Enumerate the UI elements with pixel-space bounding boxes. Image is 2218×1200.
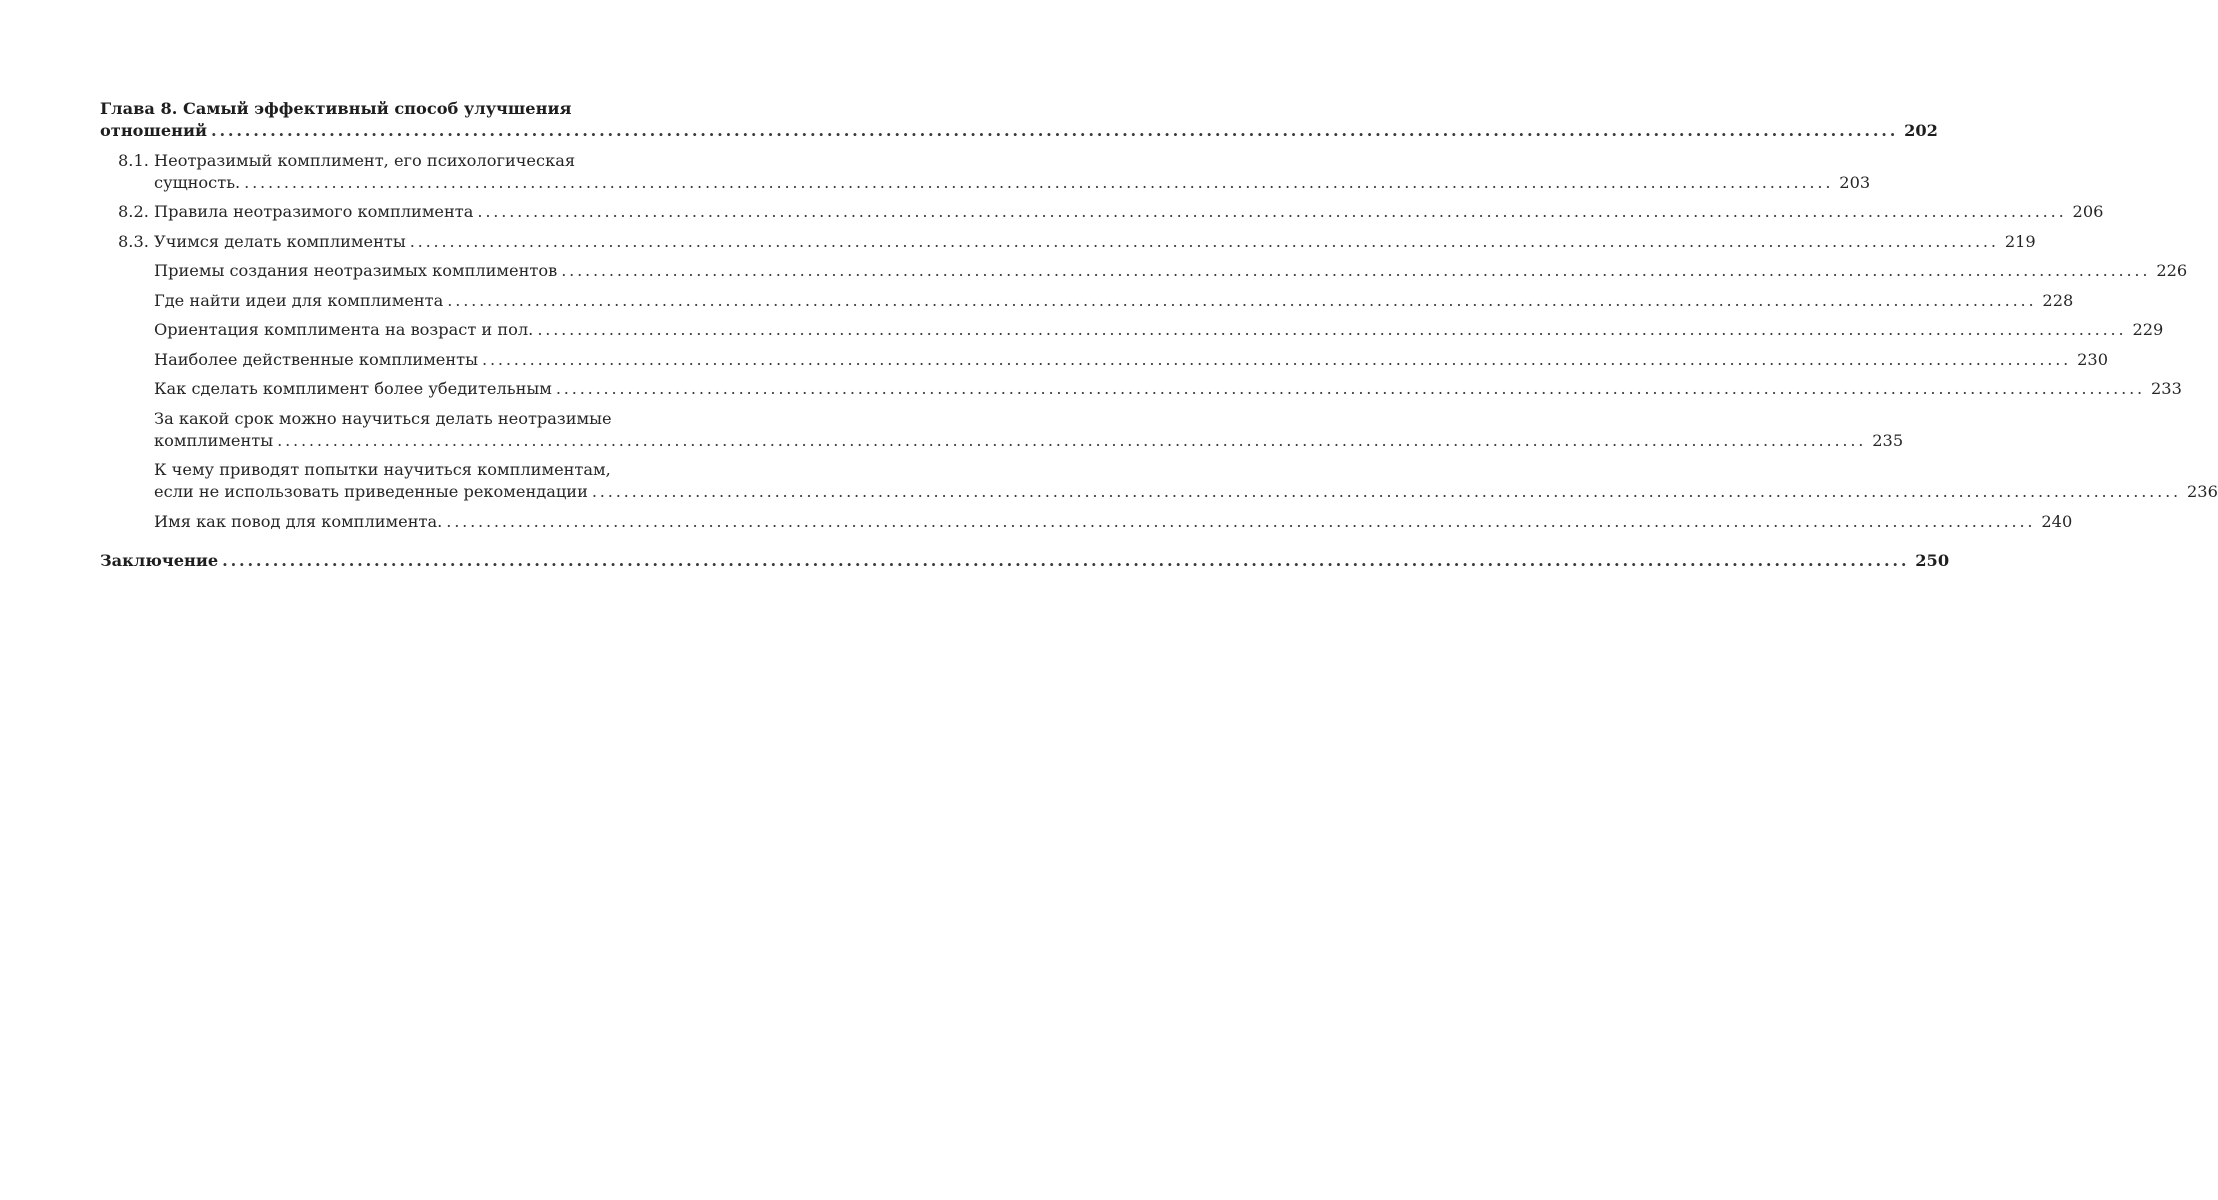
toc-entry-title: Наиболее действенные комплименты <box>154 349 478 369</box>
toc-page-number: 230 <box>2077 349 2109 369</box>
toc-entry-leader-line <box>100 550 1950 572</box>
dot-leader: ........................................................................................................................................................................................................ <box>591 482 2181 501</box>
toc-section-number: 8.3. <box>118 231 149 251</box>
dot-leader: ........................................................................................................................................................................................................ <box>244 172 1834 192</box>
toc-entry-title: Приемы создания неотразимых комплиментов <box>154 261 558 280</box>
toc-entry-title: Ориентация комплимента на возраст и пол. <box>154 320 534 339</box>
toc-entry-leader-line <box>154 511 2073 533</box>
toc-subsection <box>100 408 1904 452</box>
toc-subsection <box>100 319 2164 341</box>
toc-page-number: 240 <box>2041 511 2073 531</box>
dot-leader: ........................................................................................................................................................................................................ <box>222 551 1910 570</box>
dot-leader: ........................................................................................................................................................................................................ <box>561 261 2151 280</box>
dot-leader: ........................................................................................................................................................................................................ <box>447 290 2037 310</box>
toc-entry-leader-line <box>100 120 1938 142</box>
toc-entry-text <box>118 201 473 223</box>
toc-subsection <box>100 349 2109 371</box>
dot-leader: ........................................................................................................................................................................................................ <box>555 379 2145 398</box>
toc-entry-title-cont: если не использовать приведенные рекомендации <box>154 482 588 501</box>
dot-leader: ........................................................................................................................................................................................................ <box>211 121 1899 140</box>
toc-entry-title: Учимся делать комплименты <box>154 231 406 251</box>
dot-leader: ........................................................................................................................................................................................................ <box>277 430 1867 450</box>
toc-page-number: 226 <box>2156 261 2188 280</box>
dot-leader: ........................................................................................................................................................................................................ <box>409 231 1999 251</box>
toc-entry-title: К чему приводят попытки научиться комплиментам, <box>154 460 611 479</box>
toc-subsection <box>100 459 2218 503</box>
toc-page-number: 203 <box>1839 172 1871 192</box>
toc-entry-leader-line <box>154 430 1904 452</box>
toc-page-number: 233 <box>2150 379 2182 398</box>
table-of-contents <box>100 98 2218 580</box>
toc-section-number: 8.2. <box>118 202 149 221</box>
toc-entry-title: Правила неотразимого комплимента <box>154 202 474 221</box>
toc-entry-leader-line <box>154 290 2074 312</box>
toc-entry-leader-line <box>154 349 2109 371</box>
toc-page-number: 228 <box>2042 290 2074 310</box>
toc-subsection <box>100 260 2188 282</box>
toc-section-number: 8.1. <box>118 150 149 170</box>
toc-entry-title: Глава 8. Самый эффективный способ улучшения <box>100 99 572 118</box>
toc-entry-leader-line <box>154 260 2188 282</box>
toc-page-number: 219 <box>2004 231 2036 251</box>
dot-leader: ........................................................................................................................................................................................................ <box>477 202 2067 221</box>
dot-leader: ........................................................................................................................................................................................................ <box>537 320 2127 339</box>
toc-conclusion <box>100 550 1950 572</box>
toc-subsection <box>100 290 2074 312</box>
toc-subsection <box>100 378 2182 400</box>
toc-entry-leader-line <box>154 481 2218 503</box>
toc-entry-title: Неотразимый комплимент, его психологическая <box>154 150 576 170</box>
spacer <box>100 540 665 550</box>
toc-section-8-2 <box>100 201 2104 223</box>
toc-entry-title-cont: отношений <box>100 121 208 140</box>
dot-leader: ........................................................................................................................................................................................................ <box>482 349 2072 369</box>
toc-entry-first-line <box>118 150 665 172</box>
toc-section-8-1 <box>100 150 1871 194</box>
toc-entry-title: Как сделать комплимент более убедительным <box>154 379 552 398</box>
toc-page-number: 202 <box>1904 121 1938 140</box>
toc-page-number: 206 <box>2072 202 2104 221</box>
toc-section-8-3 <box>100 231 2036 253</box>
toc-entry-leader-line <box>154 378 2182 400</box>
toc-entry-leader-line <box>118 231 2036 253</box>
toc-entry-leader-line <box>118 201 2104 223</box>
toc-entry-title-cont: комплименты <box>154 430 274 450</box>
toc-entry-title: Заключение <box>100 551 219 570</box>
toc-entry-title: Где найти идеи для комплимента <box>154 290 444 310</box>
toc-entry-text <box>118 231 406 253</box>
toc-entry-leader-line <box>154 319 2164 341</box>
toc-entry-leader-line <box>118 172 1871 194</box>
toc-chapter-8 <box>100 98 1938 142</box>
toc-entry-title-cont: сущность. <box>154 172 241 192</box>
toc-entry-title: За какой срок можно научиться делать неотразимые <box>154 408 612 428</box>
toc-page-number: 235 <box>1872 430 1904 450</box>
toc-subsection <box>100 511 2073 533</box>
dot-leader: ........................................................................................................................................................................................................ <box>446 511 2036 531</box>
toc-page-number: 250 <box>1915 551 1950 570</box>
toc-entry-title: Имя как повод для комплимента. <box>154 511 443 531</box>
toc-page-number: 229 <box>2132 320 2164 339</box>
toc-page-number: 236 <box>2186 482 2218 501</box>
